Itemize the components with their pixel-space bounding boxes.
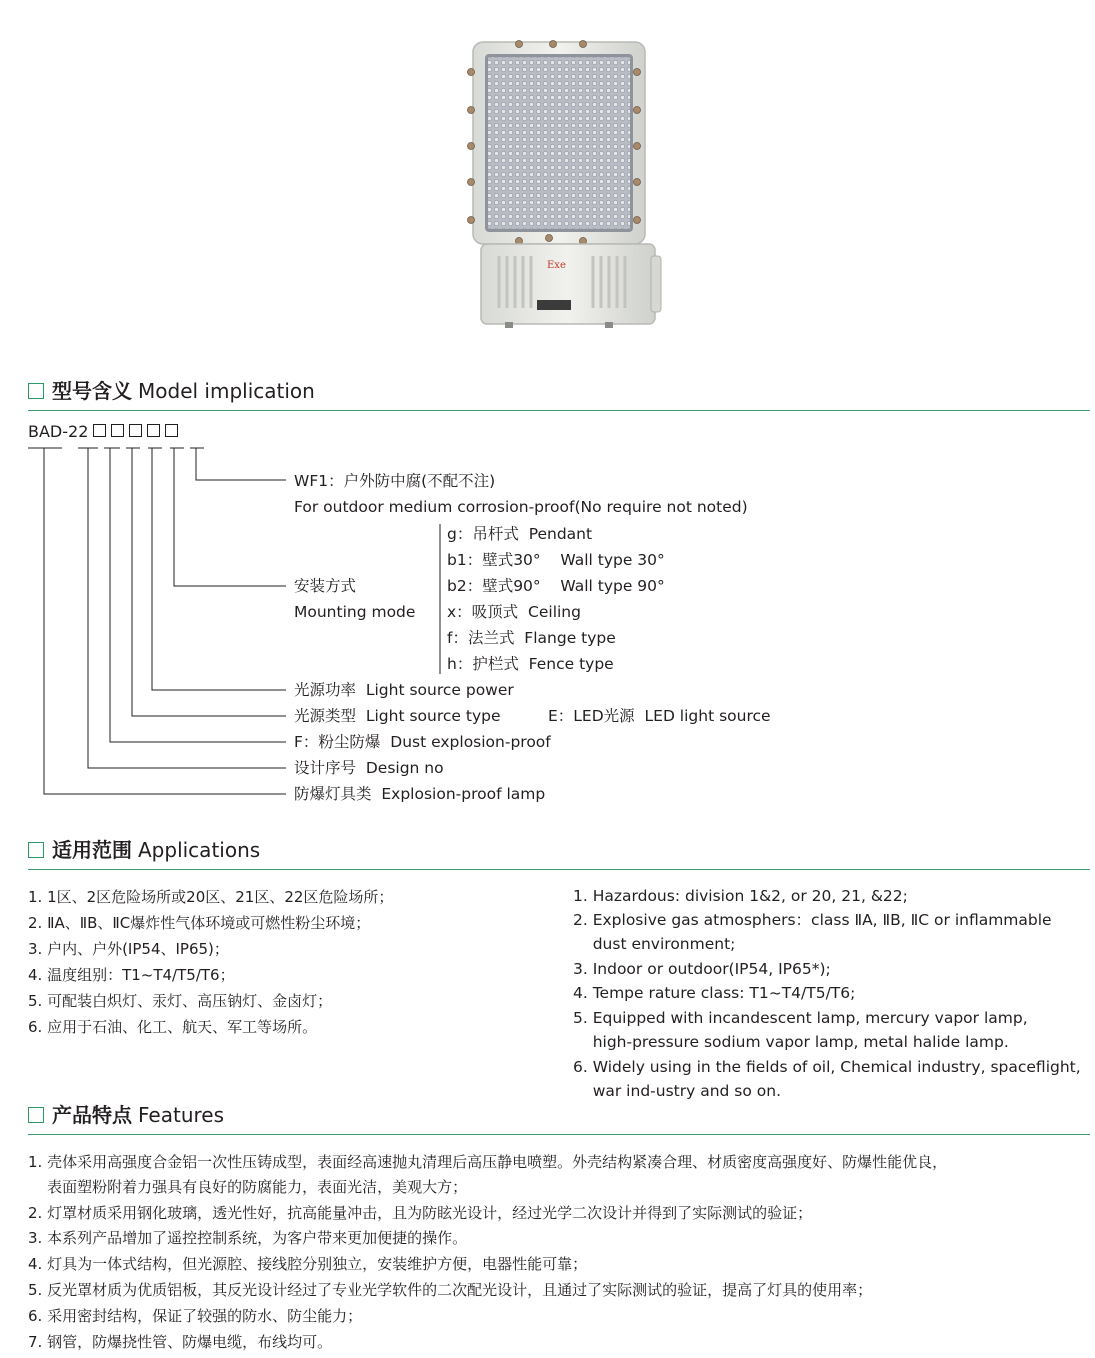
mount-option: f：法兰式 Flange type — [447, 629, 616, 647]
section-rule — [28, 1134, 1090, 1135]
application-en-item: 6. Widely using in the fields of oil, Chemical industry, spaceflight, — [573, 1058, 1081, 1076]
application-en-item: 2. Explosive gas atmosphers：class ⅡA, ⅡB, ⅡC or inflammable — [573, 911, 1052, 929]
section-title-cn: 适用范围 — [52, 838, 132, 862]
model-breakdown-lines — [0, 440, 1095, 810]
feature-item: 6. 采用密封结构，保证了较强的防水、防尘能力； — [28, 1307, 363, 1325]
mount-option: h：护栏式 Fence type — [447, 655, 614, 673]
placeholder-box-icon — [93, 424, 106, 437]
model-code — [28, 422, 178, 442]
feature-item: 5. 反光罩材质为优质铝板，其反光设计经过了专业光学软件的二次配光设计，且通过了实际测试的验证，提高了灯具的使用率； — [28, 1281, 873, 1299]
wf1-label-cn: WF1：户外防中腐(不配不注) — [294, 472, 496, 490]
mount-label-cn: 安装方式 — [294, 577, 357, 595]
feature-item: 4. 灯具为一体式结构，但光源腔、接线腔分别独立，安装维护方便，电器性能可靠； — [28, 1255, 588, 1273]
placeholder-box-icon — [129, 424, 142, 437]
section-title-cn: 型号含义 — [52, 379, 132, 403]
model-code-text: BAD-22 — [28, 422, 89, 441]
section-heading-applications — [28, 837, 260, 863]
mount-option: b1：壁式30° Wall type 30° — [447, 551, 665, 569]
power-label: 光源功率 Light source power — [294, 681, 514, 699]
application-cn-item: 5. 可配装白炽灯、汞灯、高压钠灯、金卤灯； — [28, 992, 333, 1010]
mount-option: g：吊杆式 Pendant — [447, 525, 593, 543]
dust-label: F：粉尘防爆 Dust explosion-proof — [294, 733, 551, 751]
feature-item: 7. 钢管，防爆挠性管、防爆电缆，布线均可。 — [28, 1333, 333, 1351]
type-label: 光源类型 Light source type — [294, 707, 501, 725]
section-rule — [28, 869, 1090, 870]
checkbox-square-icon — [28, 842, 44, 858]
design-label: 设计序号 Design no — [294, 759, 444, 777]
placeholder-box-icon — [111, 424, 124, 437]
application-cn-item: 3. 户内、户外(IP54、IP65)； — [28, 940, 229, 958]
section-title-en: Model implication — [138, 379, 315, 403]
section-heading-features — [28, 1102, 224, 1128]
wf1-label-en: For outdoor medium corrosion-proof(No require not noted) — [294, 498, 748, 516]
section-title-en: Features — [138, 1103, 224, 1127]
application-en-item: 4. Tempe rature class: T1~T4/T5/T6; — [573, 984, 856, 1002]
type-e-label: E：LED光源 LED light source — [548, 707, 771, 725]
checkbox-square-icon — [28, 383, 44, 399]
feature-item: 2. 灯罩材质采用钢化玻璃，透光性好，抗高能量冲击，且为防眩光设计，经过光学二次设计并得到了实际测试的验证； — [28, 1204, 813, 1222]
mount-option: b2：壁式90° Wall type 90° — [447, 577, 665, 595]
application-cn-item: 6. 应用于石油、化工、航天、军工等场所。 — [28, 1018, 318, 1036]
application-en-item: 1. Hazardous: division 1&2, or 20, 21, &22; — [573, 887, 908, 905]
placeholder-box-icon — [165, 424, 178, 437]
lamp-class-label: 防爆灯具类 Explosion-proof lamp — [294, 785, 546, 803]
application-cn-item: 2. ⅡA、ⅡB、ⅡC爆炸性气体环境或可燃性粉尘环境； — [28, 914, 371, 932]
application-en-item: dust environment; — [573, 935, 736, 953]
application-en-item: 3. Indoor or outdoor(IP54, IP65*); — [573, 960, 831, 978]
application-en-item: war ind-ustry and so on. — [573, 1082, 782, 1100]
product-lamp-image — [465, 38, 663, 330]
application-cn-item: 1. 1区、2区危险场所或20区、21区、22区危险场所； — [28, 888, 394, 906]
feature-item: 1. 壳体采用高强度合金铝一次性压铸成型，表面经高速抛丸清理后高压静电喷塑。外壳结构紧凑合理、材质密度高强度好、防爆性能优良， — [28, 1153, 948, 1171]
checkbox-square-icon — [28, 1107, 44, 1123]
placeholder-box-icon — [147, 424, 160, 437]
section-title-cn: 产品特点 — [52, 1103, 132, 1127]
section-heading-model — [28, 378, 315, 404]
feature-item: 3. 本系列产品增加了遥控控制系统，为客户带来更加便捷的操作。 — [28, 1229, 468, 1247]
application-en-item: high-pressure sodium vapor lamp, metal halide lamp. — [573, 1033, 1009, 1051]
application-cn-item: 4. 温度组别：T1~T4/T5/T6； — [28, 966, 235, 984]
application-en-item: 5. Equipped with incandescent lamp, mercury vapor lamp, — [573, 1009, 1028, 1027]
feature-item: 表面塑粉附着力强具有良好的防腐能力，表面光洁，美观大方； — [28, 1178, 468, 1196]
section-title-en: Applications — [138, 838, 261, 862]
mount-option: x：吸顶式 Ceiling — [447, 603, 581, 621]
mount-label-en: Mounting mode — [294, 603, 416, 621]
section-rule — [28, 410, 1090, 411]
exe-mark: Exe — [547, 260, 566, 271]
